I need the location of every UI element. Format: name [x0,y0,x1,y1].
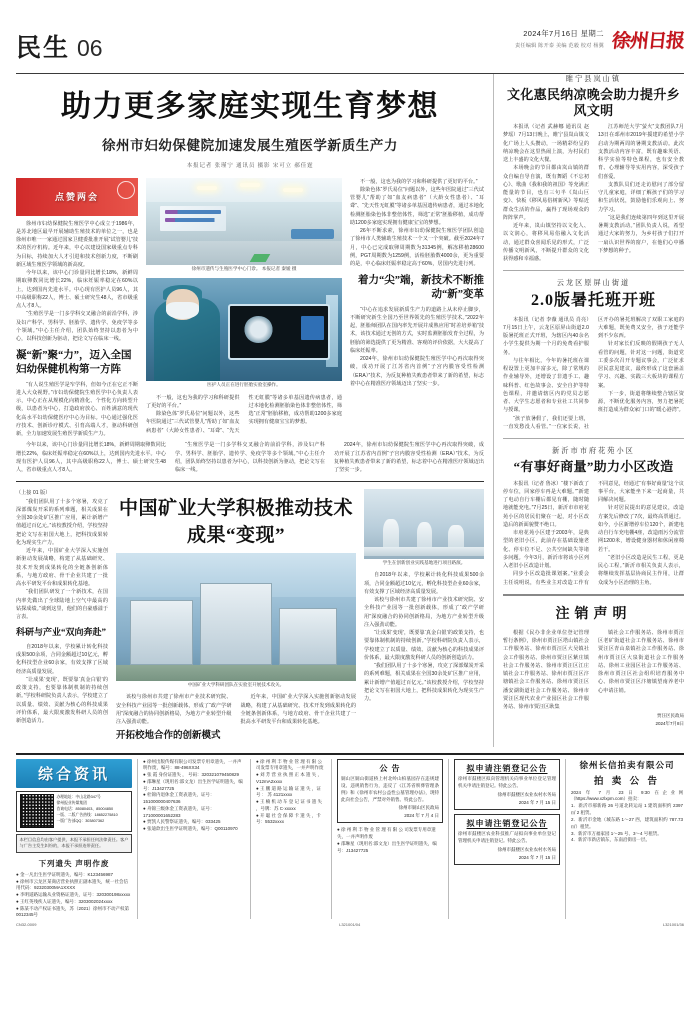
auction-body: 2024 年 7 月 23 日 9:30 在企业网（https://www.xzlxpm.com）拍卖： [571,789,683,802]
contact-line-0: 办理地址：中山北路347号 [56,795,101,800]
feature2-body2b: 近年来，中国矿业大学深入实施创新驱动发展战略，构建了从基础研究、技术开发到成果转化的全链条创新体系，与地方政府、骨干企业共建了一批高水平研发平台和成果转化基地。 [240,694,356,726]
classifieds-col-6 [571,759,683,919]
footer-codes [16,922,684,927]
newspaper-logo: 徐州日报 [610,31,685,52]
main-column [16,74,484,747]
right-article-1-kicker: 睢宁县岚山镇 [565,74,622,83]
ra1-p3: 近年来，岚山镇坚持以文化人、以文润心，将移风易俗融入文化活动，通过群众喜闻乐见的形式，广泛传播文明新风，不断提升群众的文化获得感和幸福感。 [503,223,589,263]
feature2-body5b: 该校与徐州市共建了徐州市产业技术研究院、安全科技产业园等一批创新载体，形成了“政产学研用”深度融合的协同创新格局，为地方产业转型升级注入强劲动能。 [364,597,484,628]
lost-item: ● 邵琳星（现用名:邵文龙）出生医学证明遗失，编号：J13427725 [143,778,243,791]
feature1-section3-title: 着力“尖”端，新技术不断推动“新”变革 [358,275,484,300]
feature1-body4b: 除染色体“罗氏易位”问题以外，这些年医院通过“三代试管婴儿”帮助了如“血友病患者”（大龄女性患者）、“耳聋”、“先天性无虹膜”等诸多单基因遗传病患者，通过本地化检测胚胎染色体非整倍体性，筛选“正常”胚胎移植，成功帮助1200多家庭实现拥有健康宝宝的梦想。 [350,186,484,226]
ra3-p5: “老旧小区改造是民生工程，更是民心工程。”新沂市相关负责人表示，将继续发挥基层协商民主作用，让群众成为小区治理的主角。 [598,554,684,586]
feature2-section-title: 科研与产业“双向奔赴” [16,627,107,638]
lost-item: ● 李明道路运输从业资格证遗失，证号：320300198xxxxx [16,892,131,898]
feature1-of2: “生殖医学是一门多学科交叉融合的前沿学科，涉及妇产科学、男科学、胚胎学、遗传学、免疫学等多个领域。”中心主任介绍，团队始终坚持以患者为中心，以科技创新为驱动，把论文写在临床一线。 [175,442,325,474]
lost-item: ● 徐州市云龙区某商店营业执照正副本遗失，统一社会信用代码：92320300MA1XXXX [16,878,128,891]
lost-item: ● 王 鹏 道 路 运 输 证 遗 失 ，证 号 ： 苏 4121xxxx [256,785,321,798]
ra2-p3: “孩子放暑假了，我们还要上班，一直发愁没人看管。”一位家长说，社区开办的暑托班解决了双职工家庭的大难题，既免费又安全，孩子还能学到不少东西。 [503,316,684,430]
feature2-body3: “我们团队研发了一个新技术，在国内率先做出了全球陆地上空气中最高的钻探成绩。”谈到这里，他们的自豪感溢于言表。 [16,589,108,621]
lost-item: ● 张迪歆出生医学证明遗失，编号：Q00110970 [143,826,238,832]
feature1-lead: 徐州市妇幼保健院生殖医学中心成立于1986年，是苏北地区最早开展辅助生殖技术的单位之一，也是徐州市唯一一家通过国家卫健委批准开展“试管婴儿”技术的医疗机构。近年来，中心以建设国家级重点专科为目标，持续加大人才引进和技术创新力度，不断刷新区域生殖医学领域的新高度。 [16,220,138,268]
right-divider-2 [503,438,684,439]
public-notice-ad [337,759,443,824]
ad-body: 徐州市鼓楼区农业科技推广站拟向事业单位登记管理机关申请注销登记。特此公告。 [458,831,556,844]
feature1-overflow-text [16,441,484,474]
feature1-body3b: 不一般，这也为我的学习和科研提供了更好的平台。” [360,178,478,185]
classifieds-col-3 [256,759,332,919]
photo-research-lab [364,489,484,567]
lost-item: ● 徐 州 利 丰 物 业 管 理 有 限 公 司发票专用章遗失，一并声明作废 [337,827,436,840]
masthead [16,22,684,74]
right-article-3-body [503,480,684,587]
feature1-section2-body: “有人说生殖医学是窄学科，但如今正在它正不断进入大众视野。”市妇幼保健院生殖医学中心负责人表示，中心正在从规模化向精准化、个性化方向转型升级，以患者为中心，打造政府放心、百姓满意的现代化高水平妇幼保健医疗中心为目标。中心通过强化医疗技术、创新诊疗模式、引育高端人才，驱动科研创新，全力加速发展生殖医学新质生产力。 [16,381,138,438]
publication-date: 2024年7月16日 星期二 [523,29,604,38]
lost-item: ● 贾凯人民警察证遗失，编号：033425 [143,819,221,825]
section-name: 民生 [16,34,71,62]
page-number: 06 [77,35,103,61]
auction-company: 徐州长信拍卖有限公司 [579,759,675,770]
lost-item: ● 王 楠 机 动 车 登 记 证 书 遗 失 ，号牌：苏 C·xxxxx [256,799,322,811]
contact-line-1: 徐州报业传媒集团 [56,801,87,806]
auction-item: 3．新沂市万福家园 1～25 号、3～4 号租赁。 [571,830,662,836]
ra2-p1: 本报讯（记者 李薇 通讯员 肖亮）7月15日上午，云龙区原屏山街道2.0版暑托班正式开班，为辖区内40余名小学生提供为期一个月的免费看护服务。 [503,316,589,356]
contact-line-3: 一版、二版广告热线：18652275810 [56,813,118,818]
classifieds-col-2 [143,759,251,919]
feature2-body1b: “我们团队用了十多个寒暑，攻克了深部煤炭开采的系列难题，相关成果在全国30余处矿区推广应用，累计新增产值超过百亿元。”该校教授介绍，学校坚持把论文写在祖国大地上，把科技成果转化为现实生产力。 [364,663,484,703]
feature2-body6: “让成果‘变现’，既要靠‘真金白银’的政策支持，也要靠体制机制的持续创新。”学校科研院负责人表示，学校建立了以质量、绩效、贡献为核心的科技成果评价体系，最大限度激发科研人员的创新创造活力。 [16,676,108,725]
lost-item: ● 陈某不动产权证书遗失，苏（2021）徐州市不动产权第0012345号 [16,905,129,918]
notice-title: 注销声明 [555,606,632,622]
lost-item: ● 开 聪 社 会 保 障 卡 遗 失 ，卡 号：5532xxxx [256,812,321,825]
right-article-3 [503,446,684,587]
ad-date: 2024 年 7 月 4 日 [404,813,439,819]
right-article-1 [503,74,684,263]
photo-caption-1: 徐州市遗传与生殖医学中心门诊。 本报记者 秦媛 摄 [146,265,342,273]
ra1-p2: 本场晚会的节目都由岚山镇的群众自编自导自演，既有舞蹈《不忘初心》、歌曲《我和我的祖国》等充满正能量的节目，也有三句半《岚山巨变》、快板《移风易俗树新风》等贴近群众生活的作品，赢得了现场观众的阵阵掌声。 [503,165,589,221]
photo-embryo-lab [146,278,342,390]
ad-body: 徐州市鼓楼区拟向管理机关向事业单位登记管理机关申请注销登记。特此公告。 [458,776,556,788]
photo-caption-2: 医护人员正在进行胚胎实验室操作。 [146,381,342,389]
feature2-col3 [364,489,484,746]
auction-item: 4．新沂市新店镇东，东南沿街房一层。 [571,837,651,843]
feature1-row1 [16,178,484,439]
feature2-body4b: 自2018年以来，学校累计转化科技成果500余项，合同金额超过10亿元，孵化科技型企业60余家，有效支撑了区域经济高质量发展。 [364,572,484,595]
feature2-section2-title: 开拓校地合作的创新模式 [116,731,221,742]
notice-signer: 贾汪区民政局 [657,713,684,719]
right-article-3-kicker: 新沂市市府花苑小区 [552,446,635,456]
ra3-p1: 本报讯（记者 鲁冰）“楼下新改了停车位，回家停车再是大难题。”“新建了电动自行车棚后都见有棚，随时随地就能充电。”7月25日，新沂市市府花苑小区的居民们聚在一起，对小区改造后的新面貌赞不绝口。 [503,480,589,528]
ad-title: 公 告 [379,763,401,773]
classifieds-col-5 [454,759,566,919]
classifieds-col-4 [337,759,449,919]
lost-item: ● 王红英残疾人证遗失，编号：3203002024xxxx [16,898,113,904]
right-divider-1 [503,270,684,271]
ad-signer: 徐州市鼓楼区农业农村水务局 [497,791,556,797]
feature1-section3-body2: 2024年，徐州市妇幼保健院生殖医学中心再次取得突破，成功开展了江苏省内首例“子宫内膜容受性检测（ERA）”技术，为反复种植失败患者带来了新的希望，标志着中心在精准医疗领域迈出了坚实一步。 [350,356,484,387]
right-column [493,74,684,747]
deregistration-ad-2 [454,814,560,865]
right-article-1-title: 文化惠民纳凉晚会助力提升乡风文明 [507,87,680,118]
classifieds-col-1 [16,759,138,919]
right-article-3-title: “有事好商量”助力小区改造 [513,459,674,475]
decorative-header-image: 点赞两会 [16,178,138,216]
cancellation-notice [503,603,684,728]
photo-caption-3: 中国矿业大学科研团队在实验室开展技术攻关。 [116,681,356,689]
feature2-body6b: “让成果‘变现’，既要靠‘真金白银’的政策支持，也要靠体制机制的持续创新。”学校科研院负责人表示，学校建立了以质量、绩效、贡献为核心的科技成果评价体系，最大限度激发科研人员的创新创造活力。 [364,630,484,661]
right-article-2 [503,278,684,431]
photo-hospital-lobby [146,178,342,274]
feature1-col3 [350,178,484,439]
masthead-left [16,22,103,64]
lost-item: ● 金一凡出生医学证明遗失，编号：K123456987 [16,871,113,877]
lost-item: ● 邵琳星（现用名:邵文龙）出生医学证明遗失，编号：J13427725 [337,840,437,853]
newspaper-page [0,22,700,1014]
feature2-headline: 中国矿业大学积极推动技术成果“变现” [118,498,353,547]
masthead-dateblock [515,26,604,49]
photo-university-campus [116,553,356,689]
footer-code-left: CN32-0009 [16,922,37,928]
deregistration-ad-1 [454,759,560,810]
ad-date: 2024 年 7 月 15 日 [518,854,556,860]
feature1-body3: 不一般，这也为我的学习和科研提供了更好的平台。” [146,394,240,409]
lost-item: ● 徐州出版传媒有限公司发票专用章遗失，一并声明作废，编号：88-496XX34 [143,758,242,771]
feature2-body1: “我们团队用了十多个寒暑，攻克了深部煤炭开采的系列难题，相关成果在全国30余处矿区推广应用，累计新增产值超过百亿元。”该校教授介绍，学校坚持把论文写在祖国大地上，把科技成果转化为现实生产力。 [16,498,108,546]
ra2-p2: 与往年相比，今年的暑托班在课程设置上更加丰富多元，除了常规的作业辅导外，还增设了非遗手工、趣味科普、红色故事会、安全自护等特色课程，并邀请辖区内的党员志愿者、大学生志愿者和专业社工共同参与授课。 [503,357,589,414]
contact-box [16,791,132,832]
classifieds-section [16,753,684,919]
lost-item: ● 徐 州 利 丰 物 业 管 理 有 限 公 司发票专用章遗失，一并声明作废 [256,758,324,771]
right-divider-3 [503,594,684,596]
notice-body [503,629,684,712]
feature1-body4: 除染色体“罗氏易位”问题以外，这些年医院通过“三代试管婴儿”帮助了如“血友病患者”（大龄女性患者）、“耳聋”、“先天性无虹膜”等诸多单基因遗传病患者，通过本地化检测胚胎染色体非整倍体性，筛选“正常”胚胎移植，成功帮助1200多家庭实现拥有健康宝宝的梦想。 [146,394,342,434]
feature1-section2-title: 凝“新”聚“力”，迈入全国妇幼保健机构第一方阵 [16,350,132,375]
ad-title: 拟申请注销登记公告 [466,818,548,828]
ad-date: 2024 年 7 月 15 日 [518,799,556,805]
feature1-subheadline: 徐州市妇幼保健院加速发展生殖医学新质生产力 [101,137,399,153]
ad-title: 拟申请注销登记公告 [466,763,548,773]
ra1-p5: 支教队员们还走访慰问了部分留守儿童家庭，详细了解孩子们的学习和生活状况，鼓励他们乐观向上、努力学习。 [598,181,684,213]
ra2-p4: 针对家长们反映的假期孩子无人看管的问题，针对这一问题，街道党工委多次召开专题议事会，广泛征求居民意见建议，最终形成了这套涵盖学习、兴趣、实践三大板块的课程方案。 [598,341,684,389]
ra3-p2: 市府花苑小区建于2003年，是典型的老旧小区，此前存在基础设施老化、停车位不足、公共空间缺失等诸多问题。今年3月，新沂市将该小区列入老旧小区改造计划。 [503,530,589,570]
lost-item: ● 舟锦三级休金工资表遗失，证号：171000001652283 [143,805,215,818]
feature1-byline: 本报记者 张瑾宁 通讯员 摄影 宋可立 郝佳霆 [186,162,314,169]
auction-item: 2．新沂市金地（城东路 1～27 西，建筑面积约 787.73 ㎡）租赁。 [571,816,683,829]
lost-item: ● 刘 芳 营 业 执 照 正 本 遗 失 ，V12mA2xxxx [256,772,322,784]
feature2-continued: （上接 01 版） [16,490,51,497]
feature1-section3-body: “中心在追求发展新质生产力的道路上从未停止脚步，不断研究新生全国乃至世界领先的生殖医学技术。”2022年起，胚胎师团队在国内率先开展并成熟应用“时差培养箱”技术，该技术通过无创的方式，实时监测胚胎发育全过程，为胚胎的筛选提供了更为精准、客观的评价依据，大大提高了临床妊娠率。 [350,306,484,354]
right-article-2-title: 2.0版暑托班开班 [530,292,656,310]
feature1-body1: 今年以来，该中心门诊量同比增长18%，新鲜周期取卵数同比增长22%，临床妊娠率稳定在60%以上，达到国内先进水平。中心现有医护人员96人，其中高级职称22人，博士、硕士研究生48人，省市级重点人才8人。 [16,270,138,309]
disclaimer-box: 本栏目信息均由客户提供，本报不承担任何法律责任。客户与广告主发生纠纷的，本报不承担连带责任。 [16,834,132,853]
page-body [16,74,684,747]
auction-title: 拍 卖 公 告 [593,777,661,788]
feature1-headline: 助力更多家庭实现生育梦想 [61,90,439,123]
editor-credits: 责任编辑 陈开泰 美编 范毅 校对 杨翼 [514,42,604,49]
ad-body: 铜山区铜山街道桥上村北岭山柏墓园存在违规建设、违规销售行为，违反了《江苏省殡葬管理条例》和《徐州市农村公益性公墓管理办法》，现特此向社会公告，严禁对外销售。特此公告。 [341,776,439,802]
ra1-p6: “这是我们连续第四年到这里开展暑期支教活动。”团队负责人说，希望通过大家的努力，为乡村孩子们打开一扇认识世界的窗户，在他们心中播下梦想的种子。 [598,214,684,254]
feature1-col1 [16,178,138,439]
ad-signer: 徐州市鼓楼区农业农村水务局 [497,846,556,852]
classifieds-banner: 综合资讯 [16,759,132,788]
feature2-body4: 自2018年以来，学校累计转化科技成果500余项，合同金额超过10亿元，孵化科技型企业60余家，有效支撑了区域经济高质量发展。 [16,643,108,675]
contact-line-2: 咨询电话：85080403、85004850 [56,807,114,812]
right-article-2-kicker: 云龙区原屏山街道 [556,278,631,288]
feature1-col2-text [146,394,342,435]
feature1-body5: 26年不断求索，徐州市妇幼保健院生殖医学团队创造了徐州市人类辅助生殖技术一个又一个突破。截至2024年7月，中心已完成取卵周期数为31345例，解冻移植28600例，PGT周期数为1259例，活检胚胎数4000余，更为重要的是，中心临床妊娠率稳定高于60%，居国内先进行列。 [350,228,484,267]
feature2-body2: 近年来，中国矿业大学深入实施创新驱动发展战略，构建了从基础研究、技术开发到成果转化的全链条创新体系，与地方政府、骨干企业共建了一批高水平研发平台和成果转化基地。 [16,548,108,588]
feature1-col2 [146,178,342,439]
lost-item: ● 杜锦内退休金工资表遗失，证号：151000000407636 [143,792,215,805]
ra3-p4: 针对居民提出的意见建议，改造方案先后修改了7次，最终高票通过。如今，小区新增停车位120个，新建电动自行车充电棚4座，改造雨污分流管网1200米，增设健身器材和休闲座椅若干。 [598,505,684,553]
ad-signer: 徐州市铜山区民政局 [398,805,439,811]
masthead-right [515,22,684,53]
qr-code-icon[interactable] [20,794,54,828]
feature1-body2: “生殖医学是一门多学科交叉融合的前沿学科，涉及妇产科学、男科学、胚胎学、遗传学、免疫学等多个领域。”中心主任介绍，团队始终坚持以患者为中心，以科技创新为驱动，把论文写在临床一线。 [16,311,138,342]
ra3-p3: 同步小区改造批课划案。”业委会主任说明说，有些业主对改造工作有不同意见，经通过“有事好商量”这个议事平台，大家能坐下来一起商量，共同解决问题。 [503,480,684,586]
lost-item: ● 张 霞 身份证遗失 ， 号码：320321079450829 [143,772,240,778]
ra2-p5: 下一步，街道将继续整合辖区资源，不断优化服务内容，努力把暑托班打造成为群众家门口的“暖心港湾”。 [598,390,684,414]
ra1-p4: 江苏师范大学“萤火”支教团队7月13日在邳州市2019年援建的希望小学启动为期两周的暑期支教活动。此次支教活动内容丰富，既有趣味英语、科学实验等特色课程，也有安全教育、心理辅导等实用内容，深受孩子们喜爱。 [598,124,684,180]
right-article-2-body [503,316,684,432]
feature1-of1: 今年以来，该中心门诊量同比增长18%，新鲜周期取卵数同比增长22%，临床妊娠率稳定在60%以上，达到国内先进水平。中心现有医护人员96人，其中高级职称22人，博士、硕士研究生48人，省市级重点人才8人。 [16,442,166,474]
footer-code-mid: L321001/04 [339,922,361,928]
notice-p2: 镇社会工作服务站、徐州市贾汪区老矿街道社会工作服务站、徐州市贾汪区青山泉镇社会工作服务站、徐州市贾汪区大泉街道社会工作服务站、徐州工业园区社会工作服务站、徐州市贾汪区社会组织培育服务中心、徐州市贾汪区汴塘镇望南养老中心申请注销。 [598,629,684,694]
notice-date: 2024年7月8日 [655,721,684,727]
feature-divider [16,481,484,482]
contact-line-4: 一版广告部QQ：303807362 [56,819,105,824]
footer-code-right: L321001/36 [662,922,684,928]
lost-notice-heading: 下列遗失 声明作废 [38,858,110,868]
auction-item: 1．新沂市郝新路 26 号道北转运站 1 建筑面积约 2397 ㎡ 2 租赁。 [571,803,683,816]
feature2-col1 [16,489,108,746]
right-article-1-body [503,123,684,263]
feature2-center [116,489,356,746]
feature2-center-text [116,693,356,726]
feature2-body5: 该校与徐州市共建了徐州市产业技术研究院、安全科技产业园等一批创新载体，形成了“政产学研用”深度融合的协同创新格局，为地方产业转型升级注入强劲动能。 [116,694,232,726]
photo-caption-4: 学生在创新创业实践基地进行项目路演。 [364,559,484,567]
contact-lines [57,794,118,828]
feature2-block [16,489,484,746]
notice-p1: 根据《民办非企业单位登记管理暂行条例》，徐州市贾汪区塔山镇社会工作服务站、徐州市贾汪区大吴镇社会工作服务站、徐州市贾汪区紫庄镇社会工作服务站、徐州市贾汪区江庄镇社会工作服务站、徐州市贾汪区汴塘镇社会工作服务站、徐州市贾汪区潘安湖街道社会工作服务站、徐州市贾汪区现代农业产业园区社会工作服务站、徐州市贾汪区耿集 [503,629,589,711]
ra1-p1: 本报讯（记者 武赫娜 通讯员 赵梦瑶）7月13日晚上，睢宁县岚山镇文化广场上人头攒动，一场精彩纷呈的纳凉晚会在这里热闹上演，为村民们送上丰盛的文化大餐。 [503,124,589,164]
feature1-of3: 2024年，徐州市妇幼保健院生殖医学中心再次取得突破，成功开展了江苏省内首例“子宫内膜容受性检测（ERA）”技术，为反复种植失败患者带来了新的希望，标志着中心在精准医疗领域迈出了坚实一步。 [334,442,484,474]
